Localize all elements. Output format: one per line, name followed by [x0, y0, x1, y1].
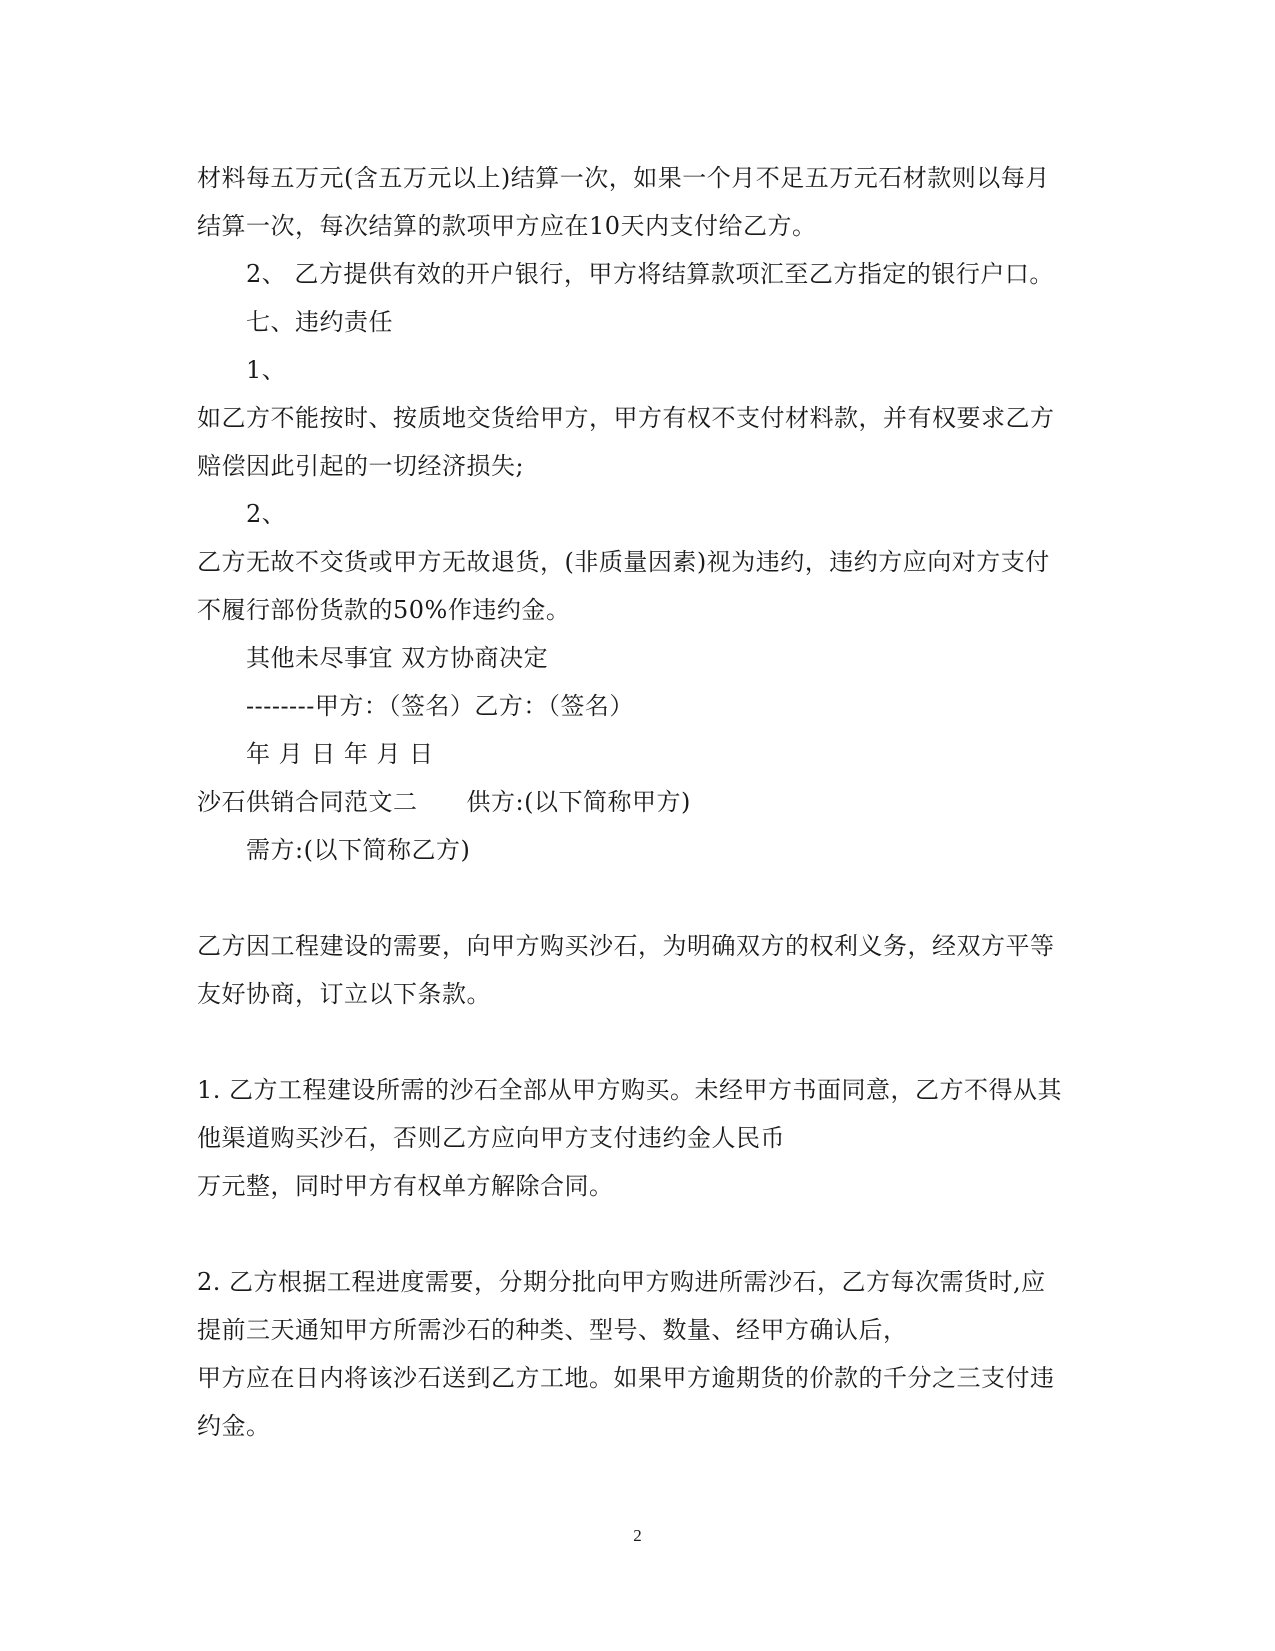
- list-number: 2、: [246, 500, 287, 528]
- section-heading: 七、违约责任: [246, 308, 393, 336]
- text-line: 他渠道购买沙石，否则乙方应向甲方支付违约金人民币: [197, 1124, 785, 1152]
- signature-line: --------甲方：（签名）乙方：（签名）: [246, 692, 634, 720]
- page-number: 2: [633, 1526, 642, 1545]
- text-line: 2. 乙方根据工程进度需要，分期分批向甲方购进所需沙石，乙方每次需货时,应: [197, 1268, 1046, 1296]
- text-line: 需方:(以下简称乙方): [246, 836, 471, 864]
- text-line: 其他未尽事宜 双方协商决定: [246, 644, 549, 672]
- text-line: 万元整，同时甲方有权单方解除合同。: [197, 1172, 614, 1200]
- text-line: 材料每五万元(含五万元以上)结算一次，如果一个月不足五万元石材款则以每月: [197, 164, 1050, 192]
- text-line: 结算一次，每次结算的款项甲方应在10天内支付给乙方。: [197, 212, 817, 240]
- text-line: 甲方应在日内将该沙石送到乙方工地。如果甲方逾期货的价款的千分之三支付违: [197, 1364, 1055, 1392]
- contract-title-line: 沙石供销合同范文二 供方:(以下简称甲方): [197, 788, 691, 816]
- text-line: 乙方无故不交货或甲方无故退货，(非质量因素)视为违约，违约方应向对方支付: [197, 548, 1050, 576]
- text-line: 乙方因工程建设的需要，向甲方购买沙石，为明确双方的权利义务，经双方平等: [197, 932, 1055, 960]
- date-line: 年 月 日 年 月 日: [246, 740, 434, 768]
- text-line: 友好协商，订立以下条款。: [197, 980, 491, 1008]
- list-number: 1、: [246, 356, 287, 384]
- text-line: 赔偿因此引起的一切经济损失;: [197, 452, 525, 480]
- text-line: 提前三天通知甲方所需沙石的种类、型号、数量、经甲方确认后，: [197, 1316, 908, 1344]
- text-line: 2、 乙方提供有效的开户银行，甲方将结算款项汇至乙方指定的银行户口。: [246, 260, 1054, 288]
- text-line: 约金。: [197, 1412, 271, 1440]
- text-line: 1. 乙方工程建设所需的沙石全部从甲方购买。未经甲方书面同意，乙方不得从其: [197, 1076, 1063, 1104]
- text-line: 如乙方不能按时、按质地交货给甲方，甲方有权不支付材料款，并有权要求乙方: [197, 404, 1055, 432]
- text-line: 不履行部份货款的50%作违约金。: [197, 596, 571, 624]
